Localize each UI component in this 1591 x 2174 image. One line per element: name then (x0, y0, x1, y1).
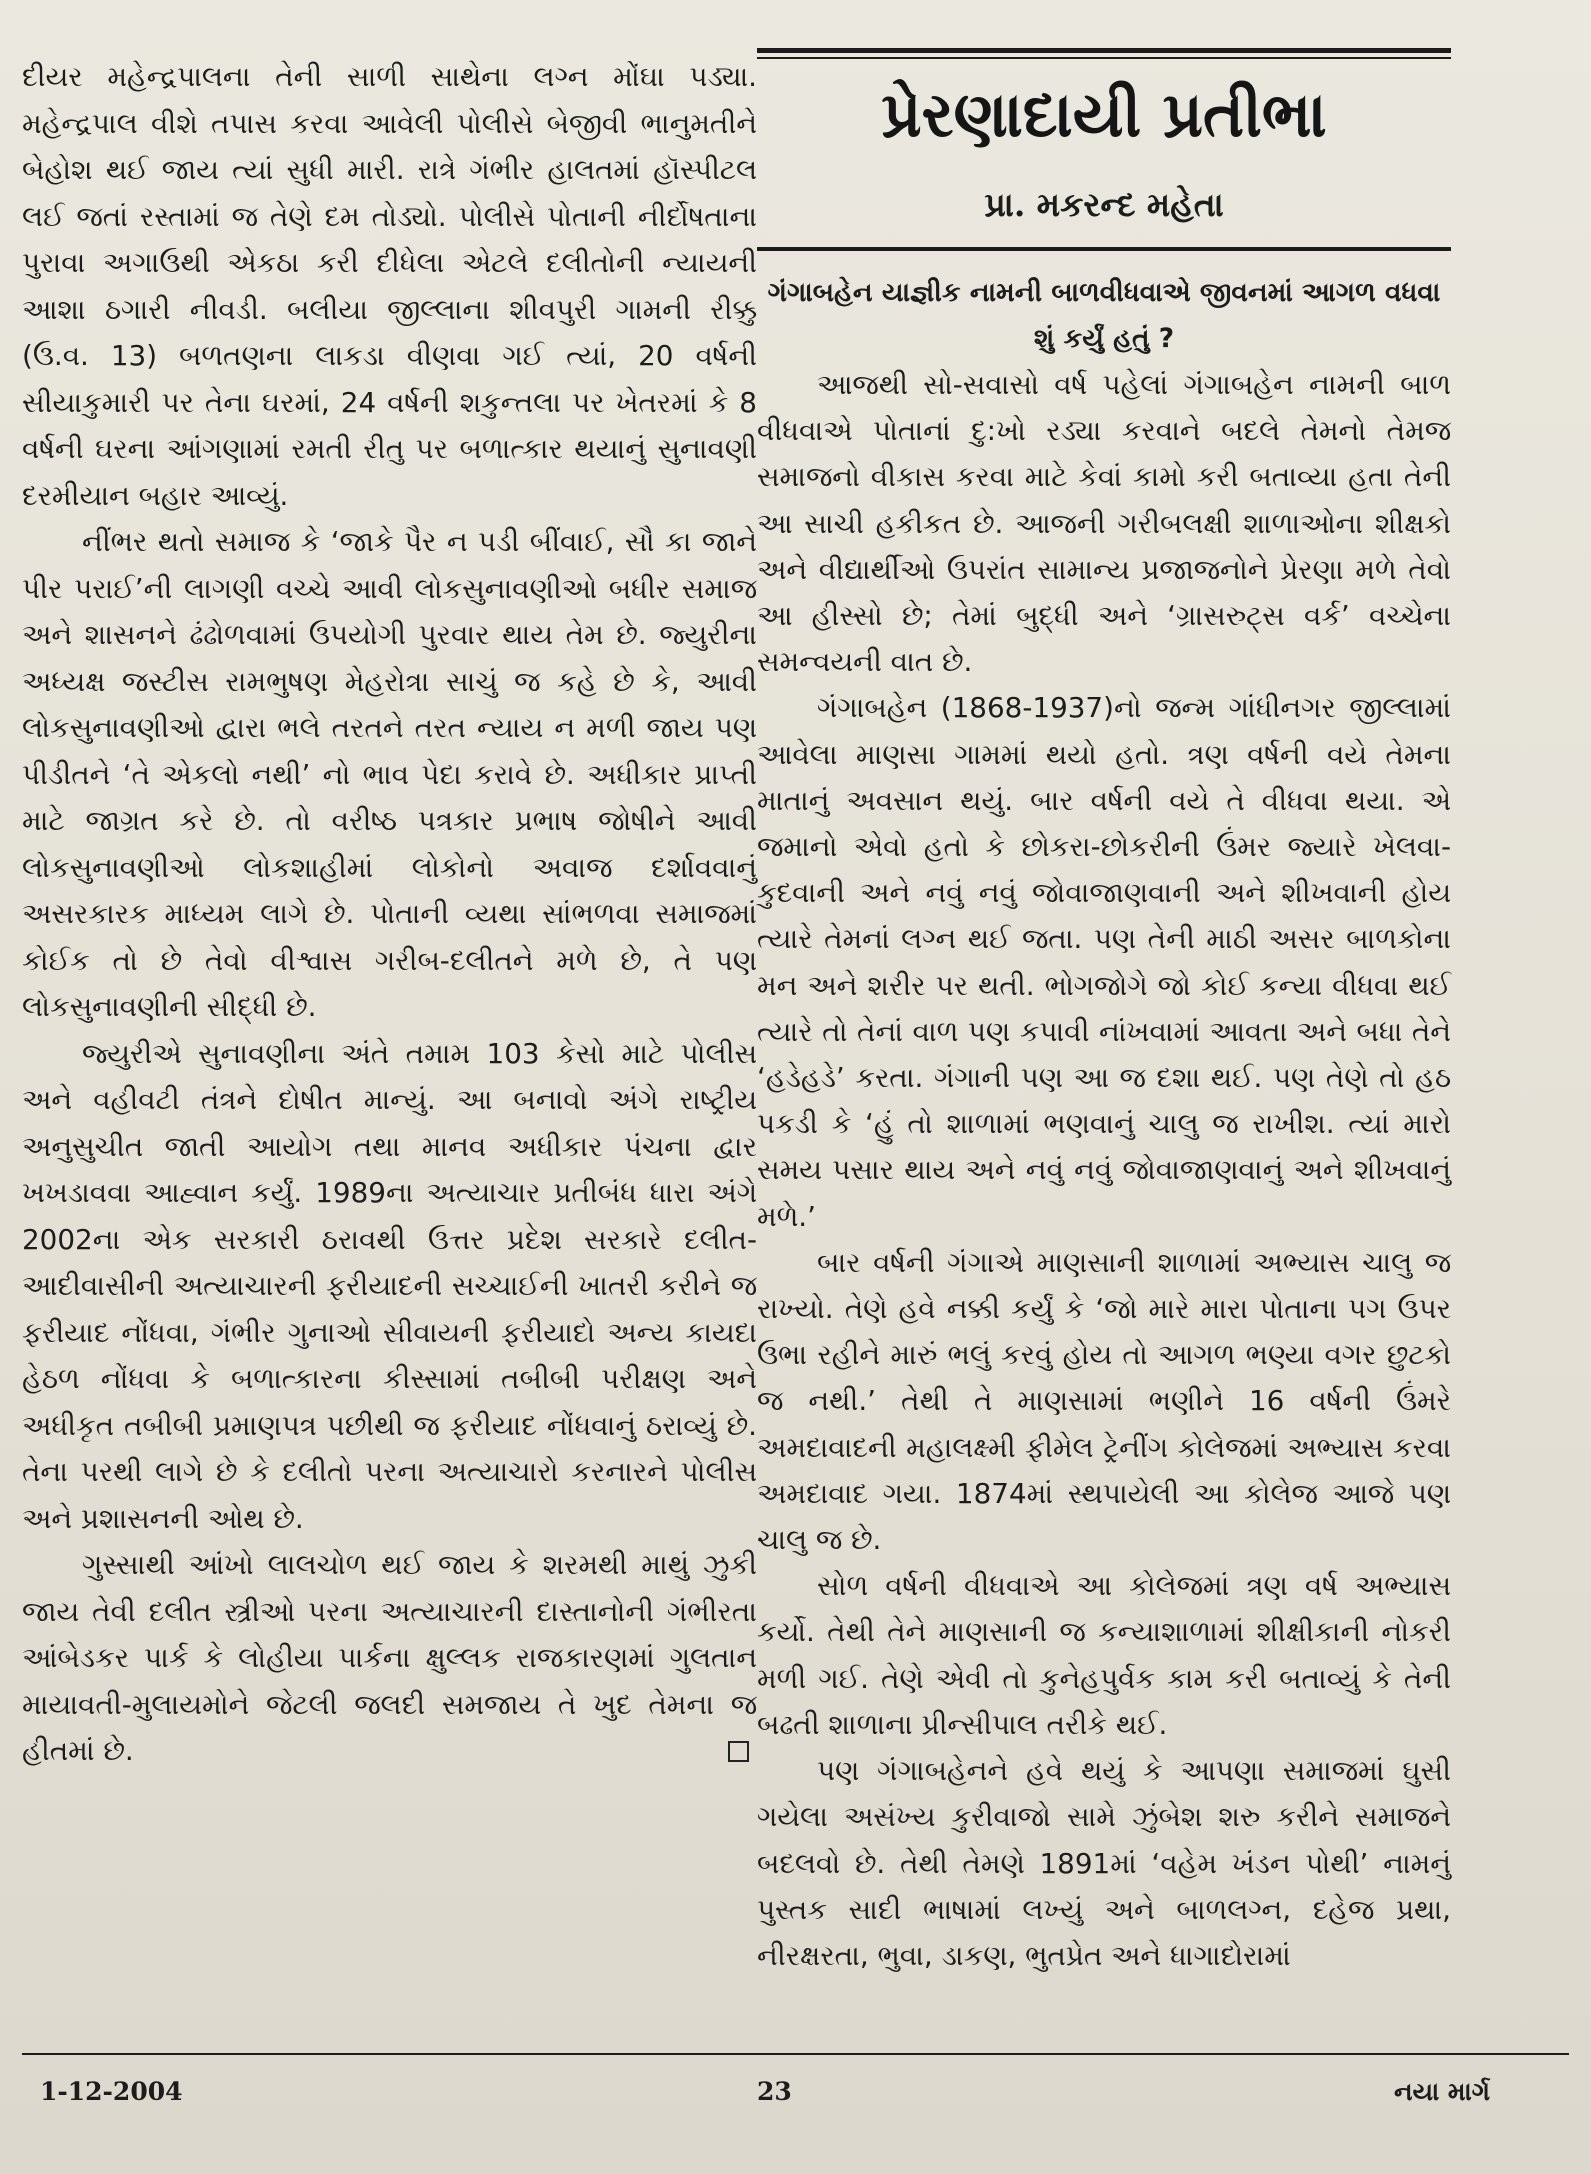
article-body (757, 270, 1451, 1979)
article-lede: ગંગાબહેન યાજ્ઞીક નામની બાળવીધવાએ જીવનમાં આગળ વધવા શું કર્યું હતું ? (767, 277, 1441, 354)
issue-date: 1-12-2004 (40, 2077, 183, 2106)
left-paragraph-1: દીયર મહેન્દ્રપાલના તેની સાળી સાથેના લગ્ન મોંઘા પડ્યા. મહેન્દ્રપાલ વીશે તપાસ કરવા આવેલી પોલીસે બેજીવી ભાનુમતીને બેહોશ થઈ જાય ત્યાં સુધી મારી. રાત્રે ગંભીર હાલતમાં હૉસ્પીટલ લઈ જતાં રસ્તામાં જ તેણે દમ તોડ્યો. પોલીસે પોતાની નીર્દોષતાના પુરાવા અગાઉથી એકઠા કરી દીધેલા એટલે દલીતોની ન્યાયની આશા ઠગારી નીવડી. બલીયા જીલ્લાના શીવપુરી ગામની રીક્કુ (ઉ.વ. 13) બળતણના લાકડા વીણવા ગઈ ત્યાં, 20 વર્ષની સીયાકુમારી પર તેના ઘરમાં, 24 વર્ષની શકુન્તલા પર ખેતરમાં કે 8 વર્ષની ઘરના આંગણામાં રમતી રીતુ પર બળાત્કાર થયાનું સુનાવણી દરમીયાન બહાર આવ્યું. (22, 60, 757, 512)
left-paragraph-4-text: ગુસ્સાથી આંખો લાલચોળ થઈ જાય કે શરમથી માથું ઝુકી જાય તેવી દલીત સ્ત્રીઓ પરના અત્યાચારની દાસ્તાનોની ગંભીરતા આંબેડકર પાર્ક કે લોહીયા પાર્કના ક્ષુલ્લક રાજકારણમાં ગુલતાન માયાવતી-મુલાયમોને જેટલી જલદી સમજાય તે ખુદ તેમના જ હીતમાં છે. (22, 1548, 757, 1767)
magazine-name: નયા માર્ગ (1394, 2077, 1490, 2106)
title-rule-bottom (757, 247, 1451, 251)
article-paragraph-1: આજથી સો-સવાસો વર્ષ પહેલાં ગંગાબહેન નામની બાળ વીધવાએ પોતાનાં દુ:ખો રડ્યા કરવાને બદલે તેમનો તેમજ સમાજનો વીકાસ કરવા માટે કેવાં કામો કરી બતાવ્યા હતા તેની આ સાચી હકીકત છે. આજની ગરીબલક્ષી શાળાઓના શીક્ષકો અને વીદ્યાર્થીઓ ઉપરાંત સામાન્ય પ્રજાજનોને પ્રેરણા મળે તેવો આ હીસ્સો છે; તેમાં બુદ્ધી અને ‘ગ્રાસરુટ્સ વર્ક’ વચ્ચેના સમન્વયની વાત છે. (757, 368, 1451, 679)
title-rule-top-thin (757, 57, 1451, 59)
article-author: પ્રા. મકરન્દ મહેતા (984, 185, 1224, 224)
left-paragraph-3: જ્યુરીએ સુનાવણીના અંતે તમામ 103 કેસો માટે પોલીસ અને વહીવટી તંત્રને દોષીત માન્યું. આ બનાવો અંગે રાષ્ટ્રીય અનુસુચીત જાતી આયોગ તથા માનવ અધીકાર પંચના દ્વાર ખખડાવવા આહ્વાન કર્યું. 1989ના અત્યાચાર પ્રતીબંધ ધારા અંગે 2002ના એક સરકારી ઠરાવથી ઉત્તર પ્રદેશ સરકારે દલીત-આદીવાસીની અત્યાચારની ફરીયાદની સચ્ચાઈની ખાતરી કરીને જ ફરીયાદ નોંધવા, ગંભીર ગુનાઓ સીવાયની ફરીયાદો અન્ય કાયદા હેઠળ નોંધવા કે બળાત્કારના કીસ્સામાં તબીબી પરીક્ષણ અને અધીકૃત તબીબી પ્રમાણપત્ર પછીથી જ ફરીયાદ નોંધવાનું ઠરાવ્યું છે. તેના પરથી લાગે છે કે દલીતો પરના અત્યાચારો કરનારને પોલીસ અને પ્રશાસનની ઓથ છે. (22, 1036, 757, 1535)
left-paragraph-2: નીંભર થતો સમાજ કે ‘જાકે પૈર ન પડી બીંવાઈ, સૌ કા જાને પીર પરાઈ’ની લાગણી વચ્ચે આવી લોકસુનાવણીઓ બધીર સમાજ અને શાસનને ઢંઢોળવામાં ઉપયોગી પુરવાર થાય તેમ છે. જ્યુરીના અધ્યક્ષ જસ્ટીસ રામભુષણ મેહરોત્રા સાચું જ કહે છે કે, આવી લોકસુનાવણીઓ દ્વારા ભલે તરતને તરત ન્યાય ન મળી જાય પણ પીડીતને ‘તે એકલો નથી’ નો ભાવ પેદા કરાવે છે. અધીકાર પ્રાપ્તી માટે જાગ્રત કરે છે. તો વરીષ્ઠ પત્રકાર પ્રભાષ જોષીને આવી લોકસુનાવણીઓ લોકશાહીમાં લોકોનો અવાજ દર્શાવવાનું અસરકારક માધ્યમ લાગે છે. પોતાની વ્યથા સાંભળવા સમાજમાં કોઈક તો છે તેવો વીશ્વાસ ગરીબ-દલીતને મળે છે, તે પણ લોકસુનાવણીની સીદ્ધી છે. (22, 525, 757, 1023)
article-paragraph-3: બાર વર્ષની ગંગાએ માણસાની શાળામાં અભ્યાસ ચાલુ જ રાખ્યો. તેણે હવે નક્કી કર્યું કે ‘જો મારે મારા પોતાના પગ ઉપર ઉભા રહીને મારું ભલું કરવું હોય તો આગળ ભણ્યા વગર છુટકો જ નથી.’ તેથી તે માણસામાં ભણીને 16 વર્ષની ઉંમરે અમદાવાદની મહાલક્ષ્મી ફીમેલ ટ્રેનીંગ કોલેજમાં અભ્યાસ કરવા અમદાવાદ ગયા. 1874માં સ્થપાયેલી આ કોલેજ આજે પણ ચાલુ જ છે. (757, 1245, 1451, 1557)
article-paragraph-5: પણ ગંગાબહેનને હવે થયું કે આપણા સમાજમાં ઘુસી ગયેલા અસંખ્ય કુરીવાજો સામે ઝુંબેશ શરુ કરીને સમાજને બદલવો છે. તેથી તેમણે 1891માં ‘વહેમ ખંડન પોથી’ નામનું પુસ્તક સાદી ભાષામાં લખ્યું અને બાળલગ્ન, દહેજ પ્રથા, નીરક્ષરતા, ભુવા, ડાકણ, ભુતપ્રેત અને ધાગાદોરામાં (757, 1754, 1451, 1972)
article-title: પ્રેરણાદાયી પ્રતીભા (881, 78, 1327, 151)
left-column (22, 54, 757, 1775)
article-paragraph-2: ગંગાબહેન (1868-1937)નો જન્મ ગાંધીનગર જીલ્લામાં આવેલા માણસા ગામમાં થયો હતો. ત્રણ વર્ષની વયે તેમના માતાનું અવસાન થયું. બાર વર્ષની વયે તે વીધવા થયા. એ જમાનો એવો હતો કે છોકરા-છોકરીની ઉંમર જ્યારે ખેલવા-કુદવાની અને નવું નવું જોવાજાણવાની અને શીખવાની હોય ત્યારે તેમનાં લગ્ન થઈ જતા. પણ તેની માઠી અસર બાળકોના મન અને શરીર પર થતી. ભોગજોગે જો કોઈ કન્યા વીધવા થઈ ત્યારે તો તેનાં વાળ પણ કપાવી નાંખવામાં આવતા અને બધા તેને ‘હડેહડે’ કરતા. ગંગાની પણ આ જ દશા થઈ. પણ તેણે તો હઠ પકડી કે ‘હું તો શાળામાં ભણવાનું ચાલુ જ રાખીશ. ત્યાં મારો સમય પસાર થાય અને નવું નવું જોવાજાણવાનું અને શીખવાનું મળે.’ (757, 691, 1451, 1233)
footer-rule (22, 2053, 1569, 2055)
page-number: 23 (757, 2077, 792, 2106)
title-rule-top (757, 48, 1451, 53)
article-paragraph-4: સોળ વર્ષની વીધવાએ આ કોલેજમાં ત્રણ વર્ષ અભ્યાસ કર્યો. તેથી તેને માણસાની જ કન્યાશાળામાં શીક્ષીકાની નોકરી મળી ગઈ. તેણે એવી તો કુનેહપુર્વક કામ કરી બતાવ્યું કે તેની બઢતી શાળાના પ્રીન્સીપાલ તરીકે થઈ. (757, 1569, 1451, 1741)
left-paragraph-4 (22, 1542, 757, 1775)
end-of-article-mark (728, 1741, 749, 1762)
